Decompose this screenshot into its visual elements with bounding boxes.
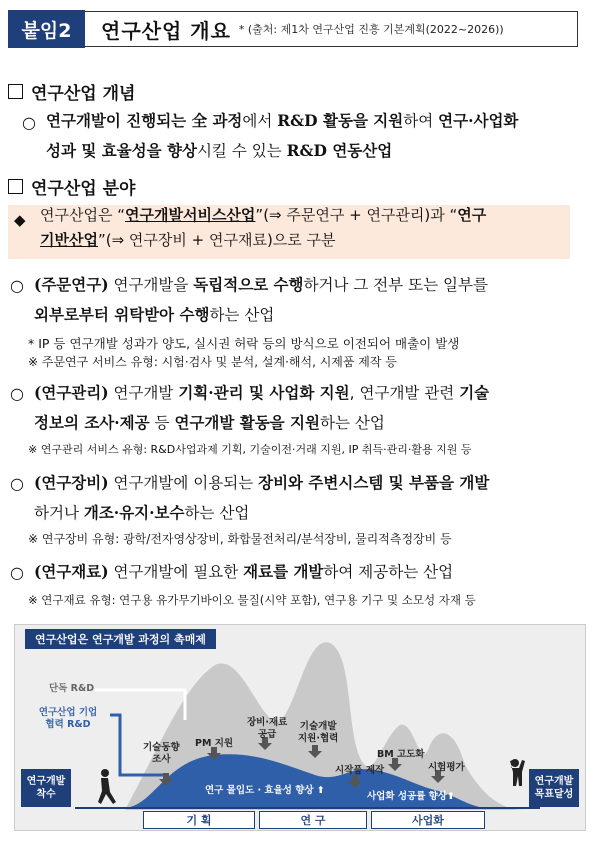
dev-support-label (298, 721, 338, 745)
text: 에서 (242, 112, 278, 130)
equip-line-1: 장비·재료 (247, 717, 288, 728)
collab-rd-line-1: 연구산업 기업 (38, 707, 98, 718)
text-bold: 기획·관리 및 사업화 지원 (178, 383, 350, 402)
start-line-2: 착수 (36, 789, 56, 800)
diagram-title: 연구산업은 연구개발 과정의 촉매제 (25, 629, 216, 649)
start-box (21, 769, 71, 807)
bullet-circle: ○ (10, 563, 24, 582)
item-label: (연구장비) (34, 473, 109, 492)
item-line-1 (34, 378, 589, 408)
text-bold: R&D 연동산업 (286, 141, 393, 160)
fields-line-1 (40, 203, 570, 228)
text: 등 (149, 414, 175, 432)
item-label: (주문연구) (34, 275, 109, 294)
text-bold: 독립적으로 수행 (193, 275, 304, 294)
phase-plan: 기 획 (143, 811, 255, 829)
dev-line-2: 지원·협력 (298, 733, 339, 744)
text-bold: 全 과정 (191, 111, 243, 130)
goal-line-1: 연구개발 (534, 776, 574, 787)
text-bold: 장비와 주변시스템 및 부품을 개발 (258, 473, 490, 492)
test-eval-label: 시험평가 (428, 762, 465, 773)
text-bold: 외부로부터 위탁받아 수행 (34, 305, 210, 324)
section-heading: 연구산업 분야 (31, 179, 136, 199)
text: 연구개발에 이용되는 (108, 474, 259, 492)
dev-line-1: 기술개발 (299, 721, 337, 732)
single-rd-line (95, 690, 185, 720)
single-rd-label: 단독 R&D (49, 683, 95, 694)
text: 시킬 수 있는 (196, 142, 287, 160)
text: 하는 산업 (320, 414, 385, 432)
bullet-circle: ○ (10, 276, 24, 295)
item-line-2 (34, 498, 589, 528)
type-note: ※ 연구장비 유형: 광학/전자영상장비, 화합물전처리/분석장비, 물리적측정장비 등 (28, 532, 452, 546)
text-bold: 기반산업 (40, 231, 98, 249)
collab-rd-label (33, 707, 103, 731)
item-label: (연구재료) (34, 562, 109, 581)
text-bold: 개조·유지·보수 (83, 503, 185, 522)
item-order-research (34, 270, 589, 330)
appendix-badge: 붙임2 (8, 10, 85, 48)
text-bold: 기술 (459, 383, 490, 402)
catalyst-diagram (14, 624, 586, 831)
type-note: ※ 주문연구 서비스 유형: 시험·검사 및 분석, 설계·해석, 시제품 제작 등 (28, 355, 397, 369)
text-bold: 연구개발 활동을 지원 (174, 413, 320, 432)
text: 연구산업은 “ (40, 206, 125, 224)
text-bold: 연구·사업화 (438, 111, 519, 130)
text: 연구개발 (108, 384, 179, 402)
section-heading: 연구산업 개념 (31, 84, 136, 104)
checkbox-square-icon (8, 84, 23, 99)
item-label: (연구관리) (34, 383, 109, 402)
trend-line-1: 기술동향 (143, 742, 180, 753)
text-bold: 연구 (457, 206, 487, 224)
item-line-2 (34, 300, 589, 330)
phase-commercialization: 사업화 (371, 811, 485, 829)
item-research-materials (34, 557, 589, 587)
focus-label: 연구 몰입도 · 효율성 향상 ⬆ (205, 785, 325, 796)
fields-paragraph (40, 203, 570, 253)
text-bold: R&D 활동을 지원 (277, 111, 404, 130)
bullet-circle: ○ (10, 384, 24, 403)
text-bold: 연구개발이 진행되는 (46, 111, 192, 130)
text: 하거나 그 전부 또는 일부를 (303, 276, 488, 294)
text-bold: 정보의 조사·제공 (34, 413, 150, 432)
phase-research: 연 구 (259, 811, 367, 829)
text: 연구개발에 필요한 (108, 563, 244, 581)
trend-line-2: 조사 (152, 754, 171, 765)
goal-box (529, 769, 579, 807)
text-bold: 재료를 개발 (243, 562, 324, 581)
item-line-1 (34, 468, 589, 498)
bullet-circle: ○ (10, 474, 24, 493)
text: , 연구개발 관련 (349, 384, 460, 402)
text: 연구개발을 (108, 276, 194, 294)
equip-supply-label (247, 717, 287, 741)
runner-icon (98, 778, 116, 804)
goal-line-2: 목표달성 (534, 789, 574, 800)
pm-label: PM 지원 (195, 738, 234, 749)
collab-rd-line-2: 협력 R&D (45, 719, 91, 730)
success-label: 사업화 성공률 향상⬆ (367, 791, 455, 802)
item-research-management (34, 378, 589, 438)
text: 하는 산업 (209, 306, 275, 324)
type-note: ※ 연구재료 유형: 연구용 유가무기바이오 물질(시약 포함), 연구용 기구 및 소모성 자재 등 (28, 593, 476, 607)
title-box (85, 11, 578, 47)
checkbox-square-icon (8, 179, 23, 194)
start-line-1: 연구개발 (26, 776, 66, 787)
equip-line-2: 공급 (257, 729, 277, 740)
text: 하여 (403, 112, 439, 130)
prototype-label: 시작품 제작 (335, 765, 385, 776)
runner-icon (101, 769, 109, 777)
text: ”(⇒ 연구장비 + 연구재료)으로 구분 (97, 231, 336, 249)
text-bold: 연구개발서비스산업 (125, 206, 256, 224)
bm-label: BM 고도화 (377, 749, 425, 760)
item-research-equipment (34, 468, 589, 528)
source-note: * (출처: 제1차 연구산업 진흥 기본계획(2022~2026)) (238, 23, 504, 36)
page-header (8, 10, 578, 48)
fields-line-2 (40, 228, 570, 253)
section-concept (8, 79, 135, 104)
text: 하는 산업 (184, 504, 250, 522)
bullet-circle: ○ (22, 113, 36, 132)
concept-paragraph (46, 106, 586, 166)
page-title: 연구산업 개요 (101, 18, 231, 43)
text: ”(⇒ 주문연구 + 연구관리)과 “ (255, 206, 458, 224)
item-line-1 (34, 270, 589, 300)
trend-label (143, 742, 180, 766)
item-line-2 (34, 408, 589, 438)
text: 하거나 (34, 504, 84, 522)
item-line-1 (34, 557, 589, 587)
section-fields (8, 174, 135, 199)
diamond-icon: ◆ (14, 211, 26, 229)
footnote: * IP 등 연구개발 성과가 양도, 실시권 허락 등의 방식으로 이전되어 매출이 발생 (28, 336, 460, 351)
type-note: ※ 연구관리 서비스 유형: R&D사업과제 기획, 기술이전·거래 지원, IP 취득·관리·활용 지원 등 (28, 443, 472, 456)
concept-line-2 (46, 136, 586, 166)
text-bold: 성과 및 효율성을 향상 (46, 141, 197, 160)
concept-line-1 (46, 106, 586, 136)
text: 하여 제공하는 산업 (323, 563, 454, 581)
